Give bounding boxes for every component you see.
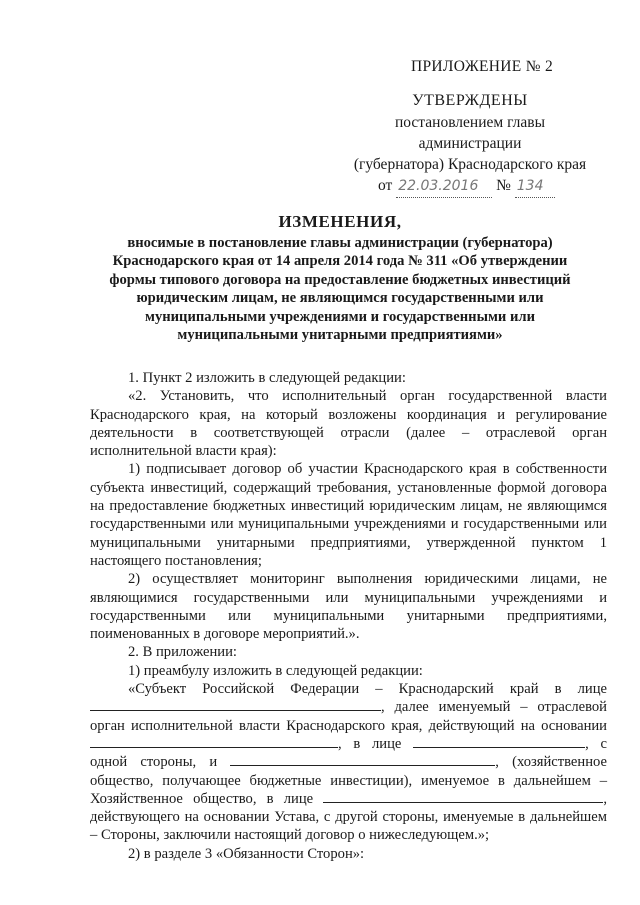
approval-line-2: (губернатора) Краснодарского края [353, 156, 587, 173]
paragraph: 1) преамбулу изложить в следующей редакции: [128, 662, 423, 679]
approved-label: УТВЕРЖДЕНЫ [412, 92, 528, 109]
paragraph: «2. Установить, что исполнительный орган государственной власти Краснодарского края, на который возложены координация и регулирование деятельности в соответствующей отрасли (далее – отраслевой орган исполнительной власти края): [90, 388, 607, 460]
handwritten-number: 134 [515, 176, 555, 198]
preamble-text-a: «Субъект Российской Федерации – Краснодарский край в лице [128, 681, 607, 698]
preamble-text-b: , далее именуемый – отраслевой орган исполнительной власти Краснодарского края, действующий на основании [90, 699, 607, 734]
blank-line [90, 698, 381, 711]
paragraph: 2. В приложении: [128, 644, 237, 661]
heading-title: ИЗМЕНЕНИЯ, [278, 212, 402, 231]
preamble-text-e: , (хозяйственное общество, получающее бюджетные инвестиции), именуемое в дальнейшем – Хозяйственное общество, в лице [90, 754, 607, 807]
handwritten-date: 22.03.2016 [396, 176, 492, 198]
document-heading [90, 213, 590, 345]
approval-block [352, 90, 588, 198]
approval-date-line [352, 175, 588, 198]
approval-line-1: постановлением главы администрации [395, 114, 545, 152]
from-label: от [378, 177, 393, 194]
blank-line [90, 735, 338, 748]
preamble-text-d: , с одной стороны, и [90, 735, 607, 771]
preamble-text-f: , действующего на основании Устава, с другой стороны, именуемые в дальнейшем – Стороны, заключили настоящий договор о нижеследующем.»; [90, 790, 607, 844]
blank-line [413, 735, 585, 748]
number-sign: № [496, 177, 511, 194]
paragraph: 1) подписывает договор об участии Краснодарского края в собственности субъекта инвестиций, содержащий требования, установленные формой договора на предоставление бюджетных инвестиций юридическим лицам, не являющимся государственными или муниципальными учреждениями и государственными или муниципальными унитарными предприятиями, утвержденной пунктом 1 настоящего постановления; [90, 461, 607, 569]
paragraph: 2) в разделе 3 «Обязанности Сторон»: [128, 845, 365, 862]
preamble-text-c: , в лице [338, 735, 402, 752]
paragraph: 2) осуществляет мониторинг выполнения юридическими лицами, не являющимися государственными или муниципальными учреждениями и государственными или муниципальными унитарными предприятиями, поименованных в договоре мероприятий.». [90, 571, 607, 643]
annex-label: ПРИЛОЖЕНИЕ № 2 [411, 58, 554, 75]
blank-line [230, 753, 495, 766]
document-body [90, 369, 607, 863]
paragraph: 1. Пункт 2 изложить в следующей редакции: [128, 370, 406, 386]
heading-subtitle: вносимые в постановление главы администрации (губернатора) Краснодарского края от 14 апреля 2014 года № 311 «Об утверждении формы типового договора на предоставление бюджетных инвестиций юридическим лицам, не являющимся государственными или муниципальными учреждениями и государственными или муниципальными унитарными предприятиями» [109, 234, 571, 343]
blank-line [323, 790, 603, 803]
preamble-paragraph [90, 680, 607, 845]
